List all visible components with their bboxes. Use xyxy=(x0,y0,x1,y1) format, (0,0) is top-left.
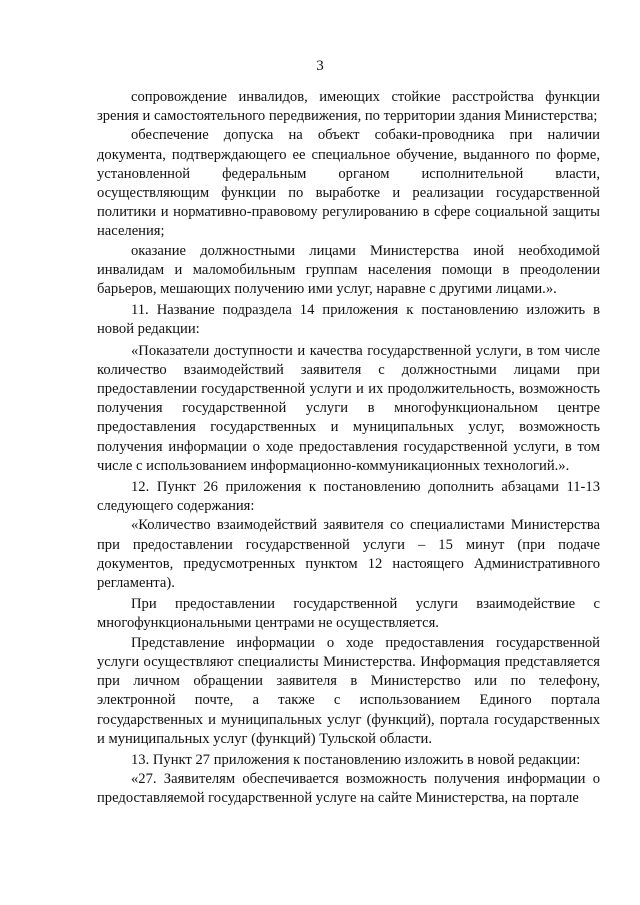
paragraph-item-13: 13. Пункт 27 приложения к постановлению изложить в новой редакции: xyxy=(131,751,581,768)
paragraph-staff-assistance: оказание должностными лицами Министерства иной необходимой инвалидам и маломобильным группам населения помощи в преодолении барьеров, мешающих получению ими услуг, наравне с другими лицами.». xyxy=(97,242,600,298)
paragraph-progress-information: Представление информации о ходе предоставления государственной услуги осуществляют специалисты Министерства. Информация представляется при личном обращении заявителя в Министерство или по телефону, электронной почте, а также с использованием Единого портала государственных и муниципальных услуг (функций), портала государственных и муниципальных услуг (функций) Тульской области. xyxy=(97,634,600,747)
paragraph-item-11: 11. Название подраздела 14 приложения к постановлению изложить в новой редакции: xyxy=(97,302,600,338)
page-number: 3 xyxy=(316,58,324,74)
paragraph-guide-dog-access: обеспечение допуска на объект собаки-проводника при наличии документа, подтверждающего ее специальное обучение, выданного по форме, установленной федеральным органом исполнительной власти, осуществляющим функции по выработке и реализации государственной политики и нормативно-правовому регулированию в сфере социальной защиты населения; xyxy=(97,127,600,240)
paragraph-interaction-count: «Количество взаимодействий заявителя со специалистами Министерства при предоставлении государственной услуги – 15 минут (при подаче документов, предусмотренных пунктом 12 настоящего Административного регламента). xyxy=(97,517,600,592)
paragraph-accessibility-indicators: «Показатели доступности и качества государственной услуги, в том числе количество взаимодействий заявителя с должностными лицами при предоставлении государственной услуги и их продолжительность, возможность получения государственной услуги в многофункциональном центре предоставления государственных и муниципальных услуг, возможность получения информации о ходе предоставления государственной услуги, в том числе с использованием информационно-коммуникационных технологий.». xyxy=(97,342,600,474)
document-body xyxy=(97,88,600,809)
paragraph-escort-disabled: сопровождение инвалидов, имеющих стойкие расстройства функции зрения и самостоятельного передвижения, по территории здания Министерства; xyxy=(97,89,600,125)
paragraph-item-12: 12. Пункт 26 приложения к постановлению дополнить абзацами 11-13 следующего содержания: xyxy=(97,479,600,515)
paragraph-item-27: «27. Заявителям обеспечивается возможность получения информации о предоставляемой государственной услуге на сайте Министерства, на портале xyxy=(97,771,600,807)
paragraph-mfc-interaction: При предоставлении государственной услуги взаимодействие с многофункциональными центрами не осуществляется. xyxy=(97,596,600,632)
